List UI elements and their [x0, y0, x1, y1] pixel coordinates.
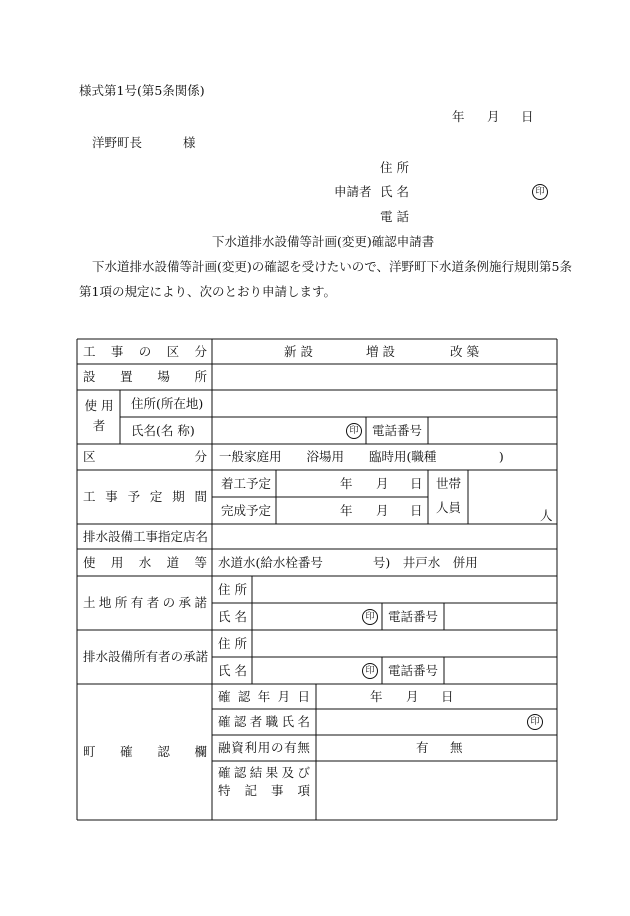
start-year-label: 年: [340, 475, 353, 491]
confirm-year-label: 年: [370, 688, 383, 704]
end-month-label: 月: [376, 502, 389, 518]
confirmer-field[interactable]: [318, 711, 523, 733]
land-owner-name-label: 氏 名: [218, 608, 247, 624]
water-detail[interactable]: 水道水(給水栓番号 号) 井戸水 併用: [218, 554, 478, 570]
land-owner-name-field[interactable]: [254, 605, 359, 628]
end-year-label: 年: [340, 502, 353, 518]
location-field[interactable]: [214, 366, 555, 388]
body-text-line-2: 第1項の規定により、次のとおり申請します。: [79, 284, 336, 299]
water-label: 使 用 水 道 等: [83, 554, 207, 570]
user-name-field[interactable]: [214, 419, 344, 442]
start-planned-label: 着工予定: [221, 475, 272, 491]
contractor-label: 排水設備工事指定店名: [83, 528, 209, 544]
result-notes-field[interactable]: [318, 763, 555, 818]
result-label-top: 確 認 結 果 及 び: [218, 764, 310, 780]
facility-owner-address-label: 住 所: [218, 635, 247, 651]
user-phone-label: 電話番号: [372, 422, 423, 438]
applicant-phone-label: 電 話: [380, 209, 409, 224]
confirmer-seal-icon: 印: [527, 714, 543, 730]
end-day-label: 日: [410, 502, 423, 518]
financing-no-option[interactable]: 無: [450, 739, 463, 755]
user-address-field[interactable]: [214, 392, 555, 415]
facility-owner-phone-field[interactable]: [446, 659, 555, 682]
form-number: 様式第1号(第5条関係): [79, 83, 205, 98]
start-month-label: 月: [376, 475, 389, 491]
applicant-label: 申請者: [334, 184, 372, 199]
category-options[interactable]: 一般家庭用 浴場用 臨時用(職種 ): [219, 448, 504, 464]
applicant-address-label: 住 所: [380, 160, 409, 175]
user-address-label: 住所(所在地): [131, 395, 204, 411]
location-label: 設 置 場 所: [83, 368, 207, 384]
date-month-label: 月: [487, 109, 500, 124]
confirm-month-label: 月: [406, 688, 419, 704]
facility-owner-label: 排 水 設 備 所 有 者 の 承 諾: [83, 648, 209, 664]
confirm-date-label: 確 認 年 月 日: [218, 688, 310, 704]
work-type-extension-option[interactable]: 増 設: [366, 343, 395, 359]
confirmer-label: 確 認 者 職 氏 名: [218, 713, 310, 729]
document-title: 下水道排水設備等計画(変更)確認申請書: [212, 234, 435, 249]
end-planned-label: 完成予定: [221, 502, 272, 518]
user-phone-field[interactable]: [430, 419, 555, 442]
financing-label: 融 資 利 用 の 有 無: [218, 739, 310, 755]
contractor-field[interactable]: [214, 526, 555, 547]
work-type-rebuild-option[interactable]: 改 築: [450, 343, 479, 359]
work-type-new-option[interactable]: 新 設: [284, 343, 313, 359]
date-day-label: 日: [521, 109, 534, 124]
facility-owner-address-field[interactable]: [254, 632, 555, 655]
applicant-name-label: 氏 名: [380, 184, 409, 199]
schedule-label: 工 事 予 定 期 間: [83, 488, 207, 504]
start-day-label: 日: [410, 475, 423, 491]
applicant-seal-icon: 印: [532, 184, 548, 200]
work-type-label: 工 事 の 区 分: [83, 343, 207, 359]
user-label-top: 使 用: [84, 397, 114, 413]
confirm-day-label: 日: [441, 688, 454, 704]
user-name-label: 氏名(名 称): [131, 422, 195, 438]
honorific: 様: [183, 135, 196, 150]
land-owner-address-label: 住 所: [218, 581, 247, 597]
person-unit-label: 人: [540, 507, 553, 523]
financing-yes-option[interactable]: 有: [416, 739, 429, 755]
household-label-bottom: 人員: [436, 499, 462, 515]
land-owner-label: 土 地 所 有 者 の 承 諾: [83, 594, 207, 610]
household-label-top: 世帯: [436, 475, 462, 491]
land-owner-phone-field[interactable]: [446, 605, 555, 628]
facility-owner-seal-icon: 印: [362, 663, 378, 679]
addressee: 洋野町長: [92, 135, 143, 150]
facility-owner-phone-label: 電話番号: [388, 662, 439, 678]
land-owner-seal-icon: 印: [362, 609, 378, 625]
date-year-label: 年: [452, 109, 465, 124]
facility-owner-name-field[interactable]: [254, 659, 359, 682]
body-text-line-1: 下水道排水設備等計画(変更)の確認を受けたいので、洋野町下水道条例施行規則第5条: [92, 259, 572, 274]
user-seal-icon: 印: [346, 423, 362, 439]
category-label: 区 分: [83, 448, 207, 464]
land-owner-phone-label: 電話番号: [388, 608, 439, 624]
land-owner-address-field[interactable]: [254, 578, 555, 601]
town-confirm-label: 町 確 認 欄: [83, 743, 207, 759]
user-label-bottom: 者: [92, 417, 106, 433]
result-label-bottom: 特 記 事 項: [218, 782, 310, 798]
facility-owner-name-label: 氏 名: [218, 662, 247, 678]
